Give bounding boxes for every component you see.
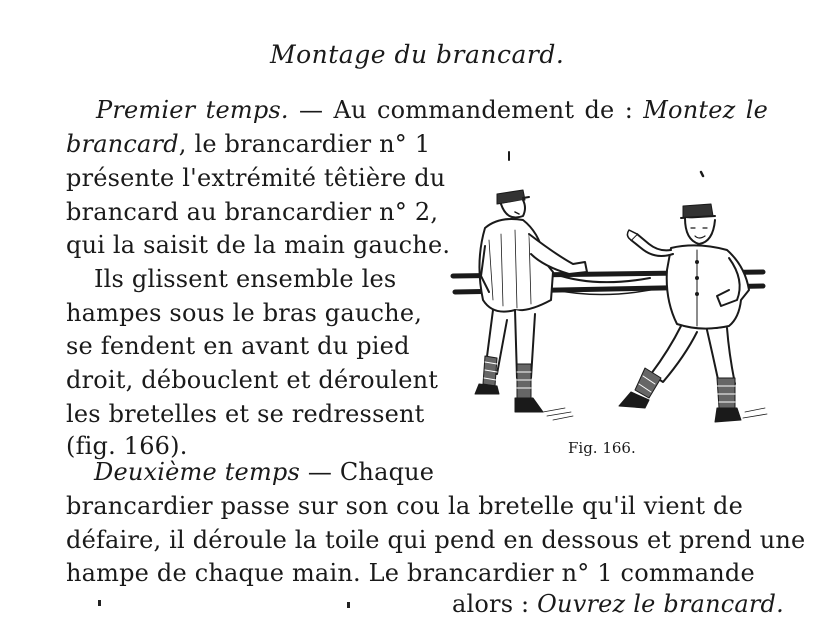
page-title: Montage du brancard. <box>270 40 565 69</box>
paragraph-line <box>452 590 784 618</box>
paragraph-line: brancardier passe sur son cou la bretelle qu'il vient de <box>66 492 744 520</box>
paragraph-line: droit, débouclent et déroulent <box>66 366 439 394</box>
right-bearer-figure <box>619 204 767 422</box>
print-speck <box>98 600 101 606</box>
paragraph-line: Ils glissent ensemble les <box>94 265 397 293</box>
paragraph-line <box>66 130 430 158</box>
paragraph-line: (fig. 166). <box>66 432 188 460</box>
figure-caption: Fig. 166. <box>568 439 636 457</box>
command-text: Montez le <box>643 96 768 124</box>
paragraph-line: se fendent en avant du pied <box>66 332 410 360</box>
paragraph-line: présente l'extrémité têtière du <box>66 164 446 192</box>
command-text: Ouvrez le brancard. <box>537 590 784 618</box>
left-bearer-figure <box>475 190 587 420</box>
text-run: — Au commandement de : <box>288 96 644 124</box>
text-run: alors : <box>452 590 538 618</box>
paragraph-line: brancard au brancardier n° 2, <box>66 198 439 226</box>
paragraph-line <box>96 96 768 124</box>
print-speck <box>347 602 350 608</box>
section-lead: Deuxième temps <box>94 458 300 486</box>
paragraph-line: qui la saisit de la main gauche. <box>66 231 451 259</box>
paragraph-line <box>94 458 434 486</box>
paragraph-line: défaire, il déroule la toile qui pend en dessous et prend une <box>66 526 806 554</box>
command-text: brancard <box>66 130 179 158</box>
text-run: , le brancardier n° 1 <box>178 130 431 158</box>
paragraph-line: les bretelles et se redressent <box>66 400 425 428</box>
text-run: — Chaque <box>300 458 435 486</box>
section-lead: Premier temps. <box>96 96 289 124</box>
paragraph-line: hampe de chaque main. Le brancardier n° 1 commande <box>66 559 755 587</box>
stretcher-bearers-illustration <box>445 150 775 430</box>
paragraph-line: hampes sous le bras gauche, <box>66 299 423 327</box>
